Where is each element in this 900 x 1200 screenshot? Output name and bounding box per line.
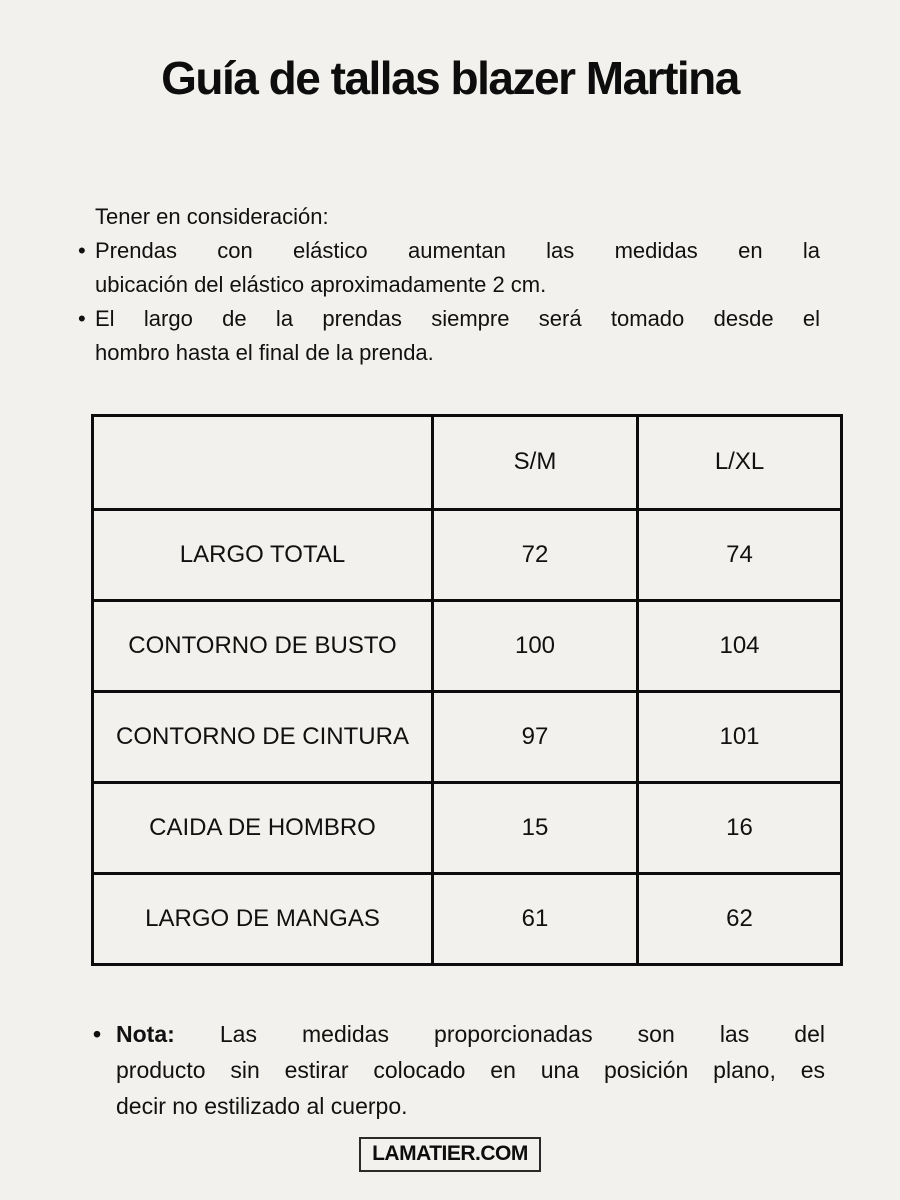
consideration-item — [78, 234, 820, 302]
consideration-line: hombro hasta el final de la prenda. — [95, 339, 434, 365]
column-header-sm: S/M — [433, 415, 638, 509]
consideration-item — [78, 302, 820, 370]
consideration-line: El largo de la prendas siempre será tomado desde el — [95, 305, 820, 331]
footer — [0, 1137, 900, 1172]
bullet-icon: • — [78, 237, 86, 263]
table-row — [93, 782, 842, 873]
considerations-section — [78, 200, 820, 370]
row-label-cell: CONTORNO DE BUSTO — [93, 600, 433, 691]
column-header-lxl: L/XL — [638, 415, 842, 509]
sm-value-cell: 100 — [433, 600, 638, 691]
brand-badge: LAMATIER.COM — [359, 1137, 541, 1172]
sm-value-cell: 97 — [433, 691, 638, 782]
row-label-cell: LARGO TOTAL — [93, 509, 433, 600]
note-line: decir no estilizado al cuerpo. — [116, 1092, 408, 1119]
lxl-value-cell: 16 — [638, 782, 842, 873]
consideration-line: Prendas con elástico aumentan las medidas en la — [95, 237, 820, 263]
lxl-value-cell: 101 — [638, 691, 842, 782]
note-line-rest: Las medidas proporcionadas son las del — [219, 1020, 825, 1047]
table-row — [93, 509, 842, 600]
lxl-value-cell: 74 — [638, 509, 842, 600]
considerations-heading: Tener en consideración: — [95, 203, 329, 229]
sm-value-cell: 61 — [433, 873, 638, 964]
size-table — [91, 414, 843, 966]
lxl-value-cell: 62 — [638, 873, 842, 964]
row-label-cell: LARGO DE MANGAS — [93, 873, 433, 964]
table-row — [93, 691, 842, 782]
sm-value-cell: 15 — [433, 782, 638, 873]
bullet-icon: • — [93, 1020, 102, 1047]
consideration-text — [95, 302, 820, 370]
table-row — [93, 600, 842, 691]
note-label: Nota: — [116, 1020, 175, 1047]
consideration-line: ubicación del elástico aproximadamente 2 cm. — [95, 271, 547, 297]
table-row — [93, 873, 842, 964]
page-title: Guía de tallas blazer Martina — [161, 52, 739, 104]
sm-value-cell: 72 — [433, 509, 638, 600]
row-label-cell: CAIDA DE HOMBRO — [93, 782, 433, 873]
note-section — [93, 1016, 825, 1124]
note-text — [116, 1016, 825, 1124]
row-label-cell: CONTORNO DE CINTURA — [93, 691, 433, 782]
table-header-row — [93, 415, 842, 509]
empty-header-cell — [93, 415, 433, 509]
note-line — [116, 1016, 825, 1052]
note-line: producto sin estirar colocado en una posición plano, es — [116, 1056, 825, 1083]
bullet-icon: • — [78, 305, 86, 331]
consideration-text — [95, 234, 820, 302]
lxl-value-cell: 104 — [638, 600, 842, 691]
